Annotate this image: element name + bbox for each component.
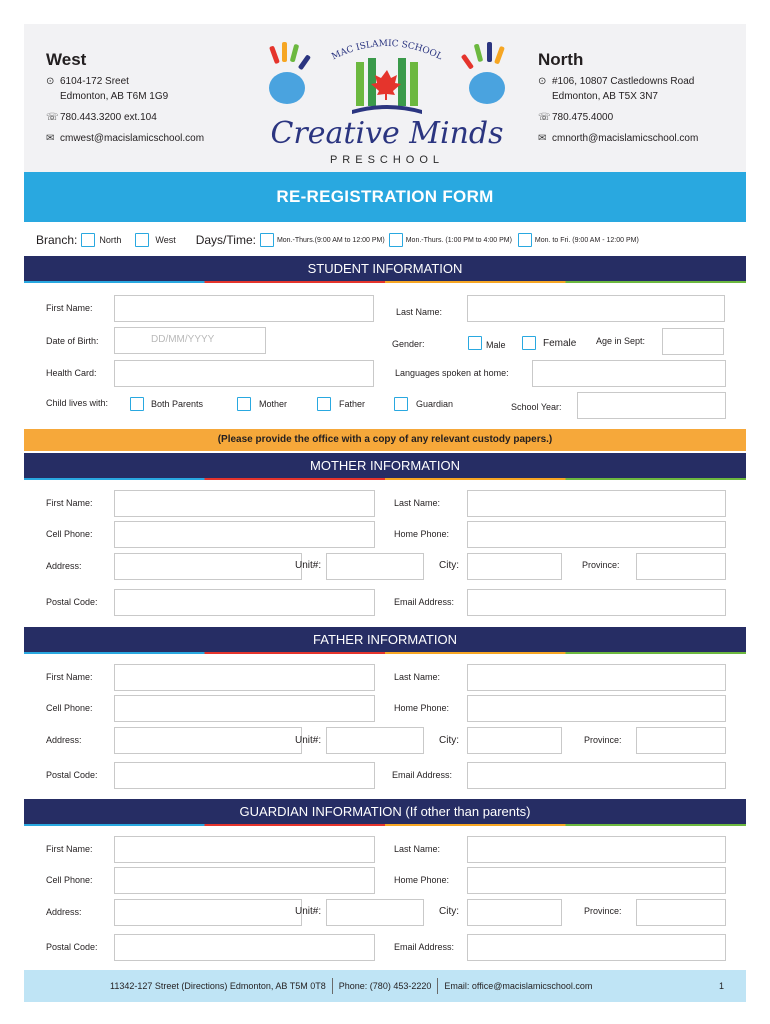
father-home-label: Home Phone: (394, 703, 450, 713)
gender-label: Gender: (392, 339, 425, 349)
age-sept-label: Age in Sept: (596, 336, 646, 346)
dob-field[interactable] (114, 327, 266, 354)
time-pm-label: Mon.-Thurs. (1:00 PM to 4:00 PM) (405, 236, 512, 244)
languages-label: Languages spoken at home: (395, 368, 509, 378)
lives-father-label: Father (339, 399, 366, 409)
mother-last-name-label: Last Name: (394, 498, 441, 508)
rainbow-divider (24, 824, 746, 826)
time-am-checkbox[interactable] (260, 233, 274, 247)
lives-mother-label: Mother (259, 399, 288, 409)
location-pin-icon: ⊙ (538, 76, 547, 87)
time-weekday-label: Mon. to Fri. (9:00 AM - 12:00 PM) (534, 236, 639, 244)
lives-with-label: Child lives with: (46, 398, 109, 408)
form-page (24, 24, 746, 1004)
mother-unit-label: Unit#: (295, 560, 322, 571)
north-address1: #106, 10807 Castledowns Road (552, 76, 695, 87)
mother-first-name-label: First Name: (46, 498, 93, 508)
time-pm-checkbox[interactable] (389, 233, 403, 247)
father-postal-field[interactable] (114, 762, 375, 789)
father-city-field[interactable] (467, 727, 562, 754)
guardian-home-field[interactable] (467, 867, 726, 894)
rainbow-divider (24, 478, 746, 480)
student-section-header: STUDENT INFORMATION (24, 256, 746, 281)
west-phone: 780.443.3200 ext.104 (60, 112, 157, 123)
mother-postal-label: Postal Code: (46, 597, 98, 607)
west-title: West (46, 50, 87, 69)
mother-cell-field[interactable] (114, 521, 375, 548)
guardian-email-field[interactable] (467, 934, 726, 961)
school-year-field[interactable] (577, 392, 726, 419)
lives-both-parents-checkbox[interactable] (130, 397, 144, 411)
mother-postal-field[interactable] (114, 589, 375, 616)
west-address2: Edmonton, AB T6M 1G9 (60, 91, 169, 102)
father-unit-field[interactable] (326, 727, 424, 754)
guardian-province-field[interactable] (636, 899, 726, 926)
father-address-field[interactable] (114, 727, 302, 754)
guardian-last-name-label: Last Name: (394, 844, 441, 854)
guardian-city-label: City: (439, 906, 459, 917)
footer (24, 970, 746, 1002)
lives-mother-checkbox[interactable] (237, 397, 251, 411)
father-cell-label: Cell Phone: (46, 703, 93, 713)
footer-phone: Phone: (780) 453-2220 (338, 981, 432, 991)
creative-minds-logo (252, 30, 522, 170)
time-am-label: Mon.-Thurs.(9:00 AM to 12:00 PM) (276, 236, 385, 244)
gender-male-checkbox[interactable] (468, 336, 482, 350)
west-email[interactable]: cmwest@macislamicschool.com (60, 133, 205, 144)
father-email-field[interactable] (467, 762, 726, 789)
guardian-postal-field[interactable] (114, 934, 375, 961)
north-email[interactable]: cmnorth@macislamicschool.com (552, 133, 699, 144)
branch-row (24, 229, 746, 251)
custody-notice: (Please provide the office with a copy of any relevant custody papers.) (24, 429, 746, 451)
father-postal-label: Postal Code: (46, 770, 98, 780)
father-last-name-field[interactable] (467, 664, 726, 691)
mother-home-label: Home Phone: (394, 529, 450, 539)
logo-subtitle: PRESCHOOL (329, 154, 445, 166)
footer-email[interactable]: Email: office@macislamicschool.com (444, 981, 593, 991)
lives-guardian-label: Guardian (416, 399, 454, 409)
guardian-city-field[interactable] (467, 899, 562, 926)
email-icon: ✉ (538, 133, 547, 144)
gender-female-checkbox[interactable] (522, 336, 536, 350)
mother-address-field[interactable] (114, 553, 302, 580)
mother-city-label: City: (439, 560, 459, 571)
father-province-field[interactable] (636, 727, 726, 754)
location-pin-icon: ⊙ (46, 76, 55, 87)
father-cell-field[interactable] (114, 695, 375, 722)
father-section-header: FATHER INFORMATION (24, 627, 746, 652)
guardian-unit-field[interactable] (326, 899, 424, 926)
north-location (538, 50, 698, 146)
guardian-section-header: GUARDIAN INFORMATION (If other than parents) (24, 799, 746, 824)
logo-graphic (252, 30, 522, 120)
student-first-name-label: First Name: (46, 303, 93, 313)
guardian-home-label: Home Phone: (394, 875, 450, 885)
svg-text:MAC ISLAMIC SCHOOL (330, 39, 444, 62)
guardian-address-label: Address: (46, 907, 82, 917)
north-address2: Edmonton, AB T5X 3N7 (552, 91, 658, 102)
west-address1: 6104-172 Sreet (60, 76, 129, 87)
guardian-province-label: Province: (584, 906, 622, 916)
branch-north-checkbox[interactable] (81, 233, 95, 247)
footer-address: 11342-127 Street (Directions) Edmonton, AB T5M 0T8 (110, 981, 326, 991)
mother-address-label: Address: (46, 561, 82, 571)
student-first-name-field[interactable] (114, 295, 374, 322)
north-title: North (538, 50, 584, 69)
rainbow-divider (24, 652, 746, 654)
branch-west-label: West (155, 235, 176, 245)
guardian-unit-label: Unit#: (295, 906, 322, 917)
mother-first-name-field[interactable] (114, 490, 375, 517)
page-number: 1 (718, 981, 724, 991)
mother-section-header: MOTHER INFORMATION (24, 453, 746, 478)
email-icon: ✉ (46, 133, 55, 144)
lives-both-parents-label: Both Parents (151, 399, 204, 409)
footer-divider (332, 978, 333, 994)
mother-province-field[interactable] (636, 553, 726, 580)
logo-brand-text: Creative Minds (270, 116, 504, 151)
lives-father-checkbox[interactable] (317, 397, 331, 411)
father-first-name-field[interactable] (114, 664, 375, 691)
mother-cell-label: Cell Phone: (46, 529, 93, 539)
guardian-cell-label: Cell Phone: (46, 875, 93, 885)
languages-field[interactable] (532, 360, 726, 387)
mother-email-field[interactable] (467, 589, 726, 616)
student-last-name-field[interactable] (467, 295, 725, 322)
father-home-field[interactable] (467, 695, 726, 722)
guardian-cell-field[interactable] (114, 867, 375, 894)
form-title: RE-REGISTRATION FORM (24, 172, 746, 222)
father-last-name-label: Last Name: (394, 672, 441, 682)
guardian-first-name-field[interactable] (114, 836, 375, 863)
guardian-last-name-field[interactable] (467, 836, 726, 863)
student-last-name-label: Last Name: (396, 307, 443, 317)
father-city-label: City: (439, 735, 459, 746)
gender-male-label: Male (486, 340, 506, 350)
health-card-label: Health Card: (46, 368, 97, 378)
footer-divider (437, 978, 438, 994)
guardian-email-label: Email Address: (394, 942, 455, 952)
guardian-postal-label: Postal Code: (46, 942, 98, 952)
days-label: Days/Time: (195, 233, 256, 247)
dob-label: Date of Birth: (46, 336, 99, 346)
mother-city-field[interactable] (467, 553, 562, 580)
father-unit-label: Unit#: (295, 735, 322, 746)
lives-guardian-checkbox[interactable] (394, 397, 408, 411)
mother-last-name-field[interactable] (467, 490, 726, 517)
mother-home-field[interactable] (467, 521, 726, 548)
mother-email-label: Email Address: (394, 597, 455, 607)
rainbow-divider (24, 281, 746, 283)
gender-female-label: Female (543, 338, 577, 349)
father-email-label: Email Address: (392, 770, 453, 780)
branch-west-checkbox[interactable] (135, 233, 149, 247)
branch-label: Branch: (36, 233, 78, 247)
school-year-label: School Year: (511, 402, 562, 412)
phone-icon: ☏ (538, 112, 551, 123)
mother-province-label: Province: (582, 560, 620, 570)
logo-arc-text: MAC ISLAMIC SCHOOL (330, 38, 444, 63)
west-location (46, 50, 204, 146)
time-weekday-checkbox[interactable] (518, 233, 532, 247)
guardian-first-name-label: First Name: (46, 844, 93, 854)
header (24, 24, 746, 172)
health-card-field[interactable] (114, 360, 374, 387)
age-sept-field[interactable] (662, 328, 724, 355)
dob-placeholder: DD/MM/YYYY (151, 334, 215, 345)
mother-unit-field[interactable] (326, 553, 424, 580)
branch-north-label: North (99, 235, 122, 245)
phone-icon: ☏ (46, 112, 59, 123)
father-province-label: Province: (584, 735, 622, 745)
guardian-address-field[interactable] (114, 899, 302, 926)
north-phone: 780.475.4000 (552, 112, 614, 123)
father-first-name-label: First Name: (46, 672, 93, 682)
father-address-label: Address: (46, 735, 82, 745)
